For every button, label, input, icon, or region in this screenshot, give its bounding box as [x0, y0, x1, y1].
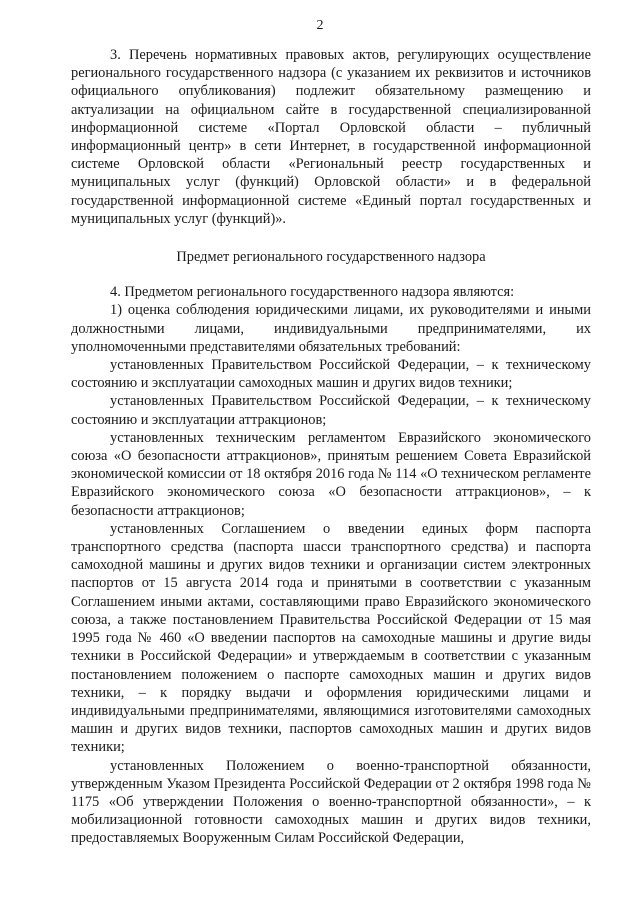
document-body	[71, 46, 591, 848]
requirement-military-transport: установленных Положением о военно-транспортной обязанности, утвержденным Указом Президента Российской Федерации от 2 октября 1998 года № 1175 «Об утверждении Положения о военно-транспортной обязанности», – к мобилизационной готовности самоходных машин и других видов техники, предоставляемых Вооруженным Силам Российской Федерации,	[71, 757, 591, 847]
page-number: 2	[316, 18, 324, 33]
section-heading: Предмет регионального государственного надзора	[176, 249, 486, 266]
paragraph-4-item-1: 1) оценка соблюдения юридическими лицами, их руководителями и иными должностными лицами, индивидуальными предпринимателями, их уполномоченными представителями обязательных требований:	[71, 302, 591, 355]
requirement-machines: установленных Правительством Российской Федерации, – к техническому состоянию и эксплуатации самоходных машин и других видов техники;	[71, 357, 591, 392]
paragraph-4: 4. Предметом регионального государственного надзора являются:	[110, 284, 515, 301]
requirement-passports: установленных Соглашением о введении единых форм паспорта транспортного средства (паспорта шасси транспортного средства) и паспорта самоходной машины и других видов техники и организации систем электронных паспортов от 15 августа 2014 года и принятыми в соответствии с указанным Соглашением иными актами, составляющими право Евразийского экономического союза, а также постановлением Правительства Российской Федерации от 15 мая 1995 года № 460 «О введении паспортов на самоходные машины и другие виды техники в Российской Федерации» и утверждаемым в соответствии с указанным постановлением положением о паспорте самоходных машин и других видов техники, – к порядку выдачи и оформления юридическими лицами и индивидуальными предпринимателями, являющимися изготовителями самоходных машин и других видов техники, паспортов самоходных машин и других видов техники;	[71, 520, 591, 756]
requirement-attractions: установленных Правительством Российской Федерации, – к техническому состоянию и эксплуатации аттракционов;	[71, 393, 591, 428]
requirement-eaeu-regulation: установленных техническим регламентом Евразийского экономического союза «О безопасности аттракционов», принятым решением Совета Евразийской экономической комиссии от 18 октября 2016 года № 114 «О техническом регламенте Евразийского экономического союза «О безопасности аттракционов», – к безопасности аттракционов;	[71, 429, 591, 519]
paragraph-3: 3. Перечень нормативных правовых актов, регулирующих осуществление регионального государственного надзора (с указанием их реквизитов и источников официального опубликования) подлежит обязательному размещению и актуализации на официальном сайте в государственной специализированной информационной системе «Портал Орловской области – публичный информационный центр» в сети Интернет, в государственной информационной системе Орловской области «Региональный реестр государственных и муниципальных услуг (функций) Орловской области» и в федеральной государственной информационной системе «Единый портал государственных и муниципальных услуг (функций)».	[71, 47, 591, 227]
